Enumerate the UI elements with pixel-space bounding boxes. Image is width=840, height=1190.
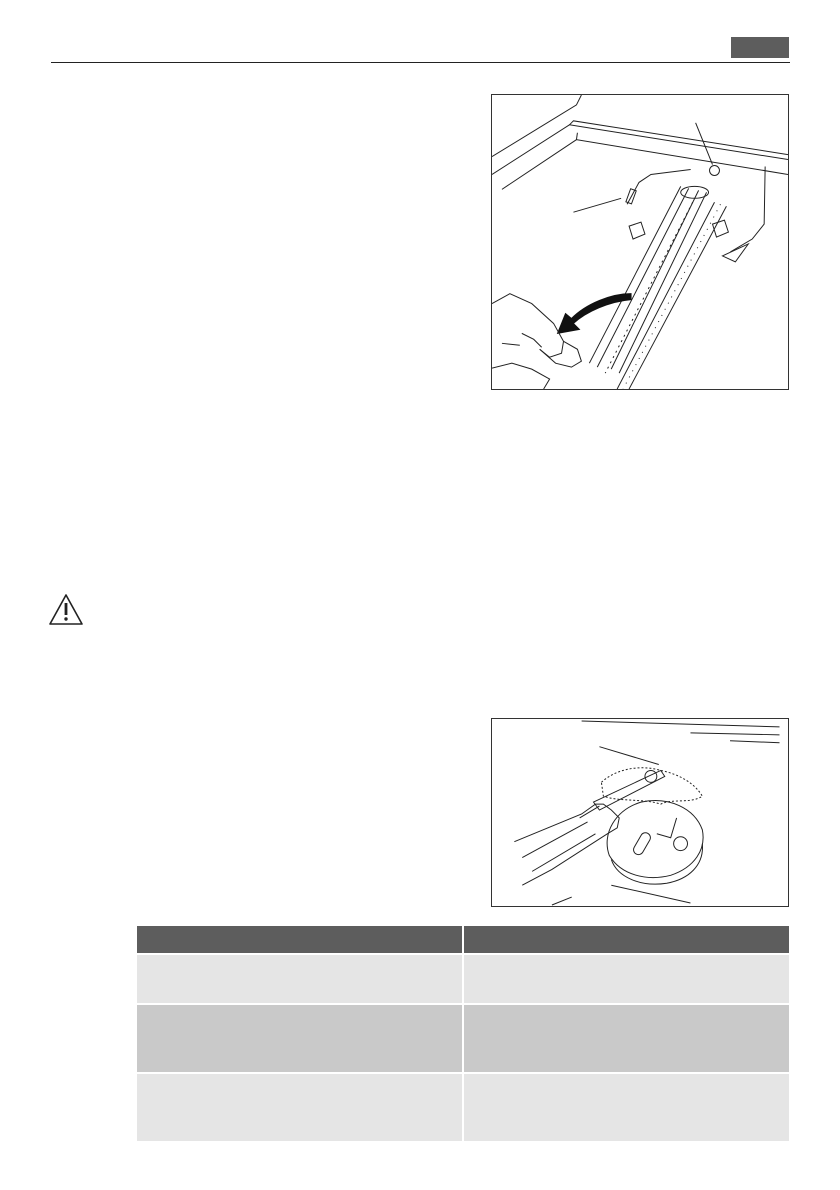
arrow-icon [558, 294, 632, 334]
troubleshooting-table [137, 926, 789, 1143]
lamp-cover-icon [607, 801, 703, 885]
table-header-solution [462, 926, 789, 955]
table-row [137, 1074, 789, 1143]
figure-lamp-cover-screwdriver [491, 718, 789, 907]
table-cell [462, 955, 789, 1005]
grill-element-illustration [492, 95, 788, 389]
table-cell [137, 955, 462, 1005]
table-header-row [137, 926, 789, 955]
language-tab [731, 37, 789, 58]
table-cell [137, 1074, 462, 1143]
warning-triangle-icon [48, 593, 84, 626]
table-cell [462, 1074, 789, 1143]
table-cell [462, 1005, 789, 1074]
figure-grill-element-removal [491, 94, 789, 390]
table-row [137, 955, 789, 1005]
hand-icon [492, 294, 581, 389]
header-rule [51, 62, 790, 63]
screwdriver-icon [514, 770, 664, 885]
table-row [137, 1005, 789, 1074]
table-header-problem [137, 926, 462, 955]
table-cell [137, 1005, 462, 1074]
